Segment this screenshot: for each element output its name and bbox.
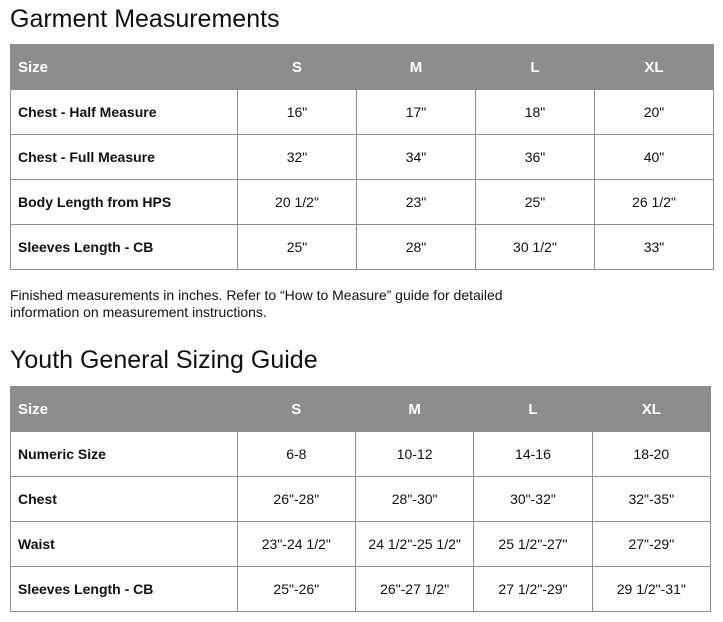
table-cell: 32" [238, 135, 357, 180]
table-cell: 28" [357, 225, 476, 270]
table-cell: 17" [357, 90, 476, 135]
header-cell-s: S [237, 387, 355, 432]
table-cell: 30"-32" [474, 477, 592, 522]
table-cell: 16" [238, 90, 357, 135]
table-cell: 25" [238, 225, 357, 270]
row-label: Chest [11, 477, 238, 522]
table-cell: 23"-24 1/2" [237, 522, 355, 567]
table-cell: 23" [357, 180, 476, 225]
row-label: Numeric Size [11, 432, 238, 477]
row-label: Waist [11, 522, 238, 567]
header-cell-size: Size [11, 387, 238, 432]
row-label: Chest - Half Measure [11, 90, 238, 135]
table-cell: 24 1/2"-25 1/2" [355, 522, 473, 567]
table-cell: 10-12 [355, 432, 473, 477]
table-cell: 40" [595, 135, 714, 180]
header-cell-xl: XL [592, 387, 710, 432]
table-cell: 6-8 [237, 432, 355, 477]
table-cell: 32"-35" [592, 477, 710, 522]
table-cell: 20 1/2" [238, 180, 357, 225]
header-cell-xl: XL [595, 45, 714, 90]
table-row [11, 225, 714, 270]
table-row [11, 477, 711, 522]
header-cell-l: L [474, 387, 592, 432]
table-header-row [11, 387, 711, 432]
table-cell: 18-20 [592, 432, 710, 477]
table-cell: 30 1/2" [476, 225, 595, 270]
table-row [11, 180, 714, 225]
table-cell: 20" [595, 90, 714, 135]
table-cell: 25" [476, 180, 595, 225]
table-cell: 36" [476, 135, 595, 180]
table-cell: 27"-29" [592, 522, 710, 567]
table-header-row [11, 45, 714, 90]
header-cell-l: L [476, 45, 595, 90]
table-row [11, 432, 711, 477]
youth-sizing-title: Youth General Sizing Guide [10, 346, 318, 374]
youth-sizing-table [10, 386, 711, 612]
header-cell-size: Size [11, 45, 238, 90]
table-cell: 18" [476, 90, 595, 135]
table-cell: 29 1/2"-31" [592, 567, 710, 612]
table-row [11, 567, 711, 612]
table-cell: 34" [357, 135, 476, 180]
row-label: Body Length from HPS [11, 180, 238, 225]
table-cell: 25 1/2"-27" [474, 522, 592, 567]
table-row [11, 135, 714, 180]
table-cell: 26"-28" [237, 477, 355, 522]
header-cell-m: M [355, 387, 473, 432]
table-row [11, 90, 714, 135]
table-cell: 27 1/2"-29" [474, 567, 592, 612]
table-cell: 33" [595, 225, 714, 270]
row-label: Chest - Full Measure [11, 135, 238, 180]
garment-measurements-table [10, 44, 714, 270]
row-label: Sleeves Length - CB [11, 225, 238, 270]
table-cell: 26 1/2" [595, 180, 714, 225]
table-cell: 26"-27 1/2" [355, 567, 473, 612]
row-label: Sleeves Length - CB [11, 567, 238, 612]
table-cell: 28"-30" [355, 477, 473, 522]
garment-measurements-title: Garment Measurements [10, 5, 280, 33]
table-row [11, 522, 711, 567]
table-cell: 25"-26" [237, 567, 355, 612]
table-cell: 14-16 [474, 432, 592, 477]
measurement-note: Finished measurements in inches. Refer to “How to Measure” guide for detailed information on measurement instructions. [10, 287, 503, 320]
header-cell-s: S [238, 45, 357, 90]
header-cell-m: M [357, 45, 476, 90]
